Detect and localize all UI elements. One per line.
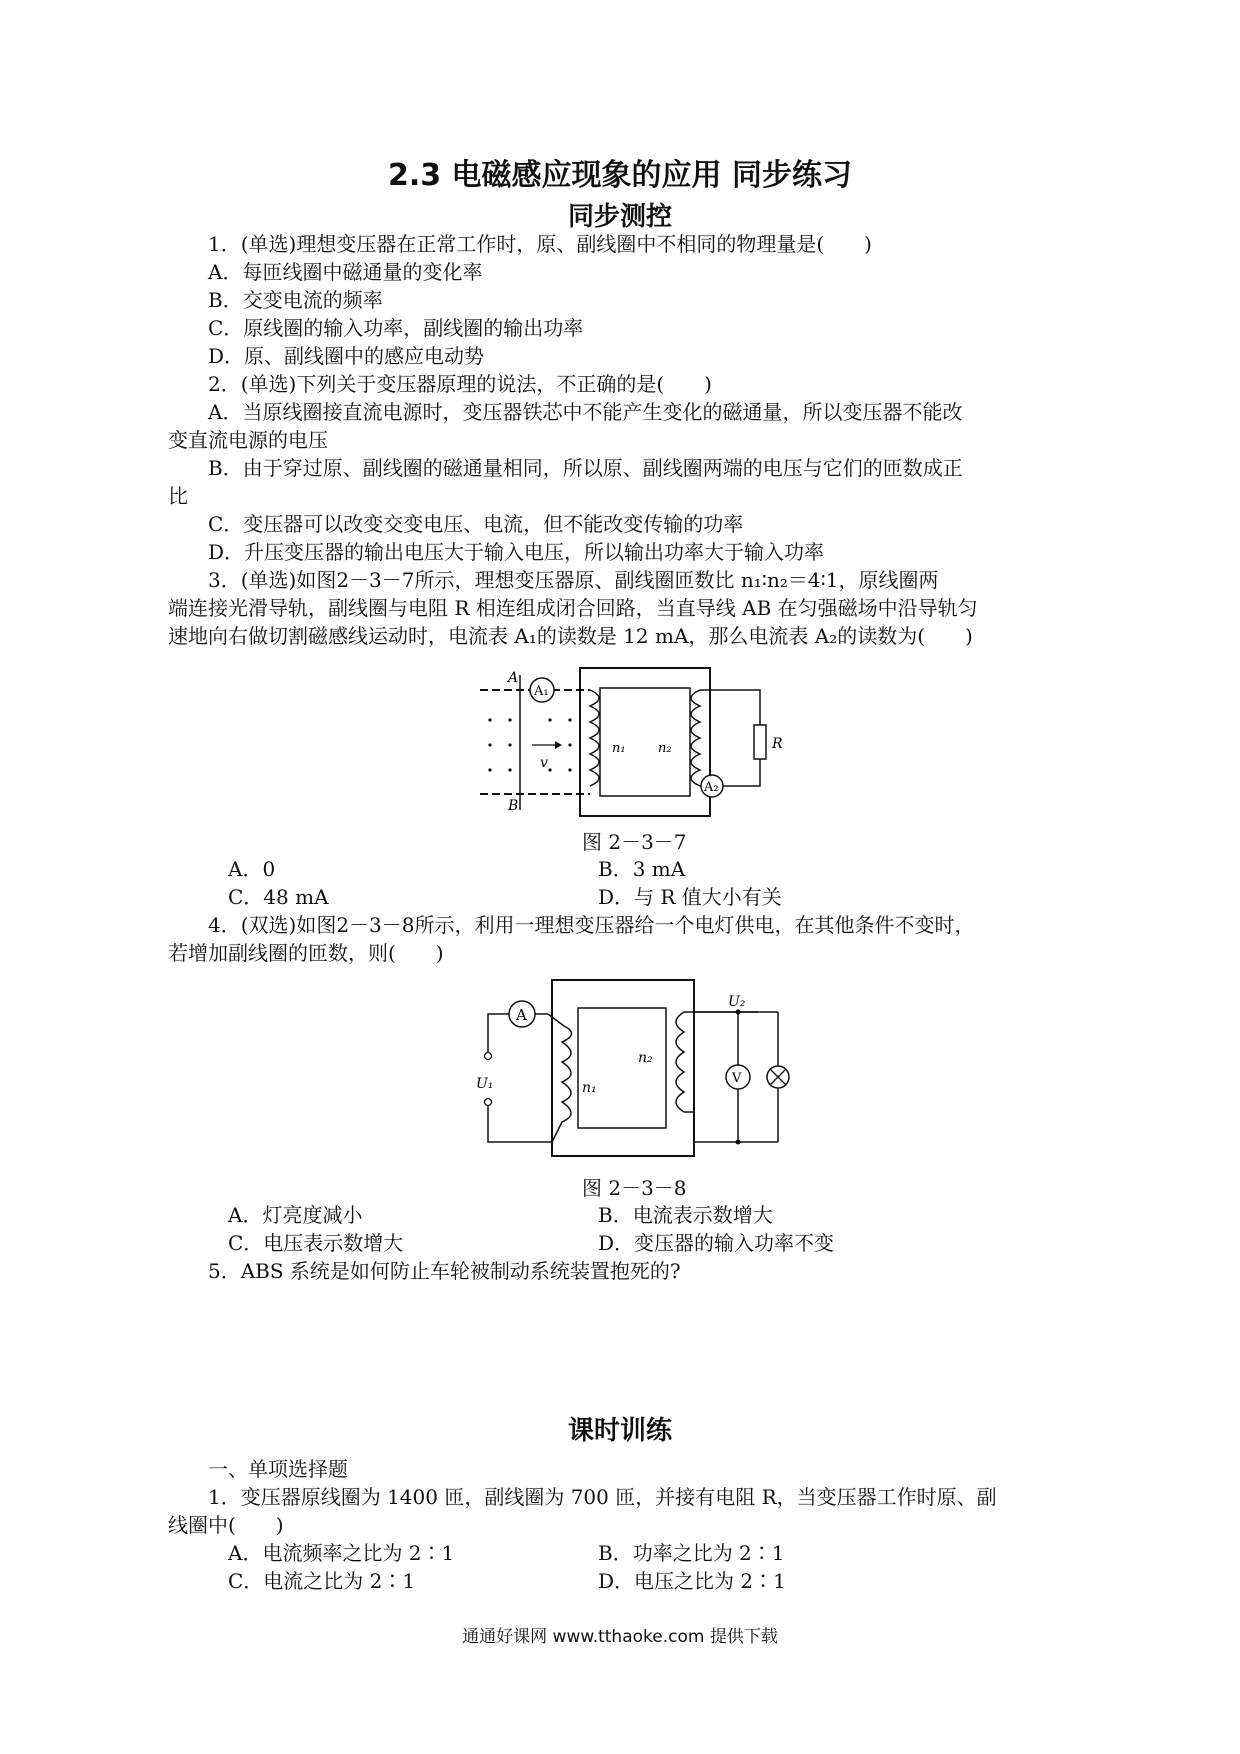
fig2-label-n2: n₂	[638, 1050, 653, 1066]
q1-option-d: D．原、副线圈中的感应电动势	[208, 344, 485, 368]
q3-stem-line2: 端连接光滑导轨，副线圈与电阻 R 相连组成闭合回路，当直导线 AB 在匀强磁场中沿导轨匀	[168, 596, 978, 620]
fig1-label-n1: n₁	[612, 741, 626, 756]
q1-option-b: B．交变电流的频率	[208, 288, 383, 312]
q2-option-a-line1: A．当原线圈接直流电源时，变压器铁芯中不能产生变化的磁通量，所以变压器不能改	[208, 400, 963, 424]
q4-option-c: C．电压表示数增大	[228, 1231, 404, 1255]
fig1-label-a2: A₂	[704, 780, 719, 795]
part2-q1-line2: 线圈中( )	[168, 1513, 284, 1537]
page-footer: 通通好课网 www.tthaoke.com 提供下载	[462, 1627, 778, 1647]
fig2-label-u2: U₂	[728, 994, 746, 1010]
q1-option-a: A．每匝线圈中磁通量的变化率	[208, 260, 483, 284]
fig2-label-a: A	[516, 1006, 527, 1024]
page-title: 2.3 电磁感应现象的应用 同步练习	[387, 158, 853, 193]
part2-q1-line1: 1．变压器原线圈为 1400 匝，副线圈为 700 匝，并接有电阻 R，当变压器工作时原、副	[208, 1485, 997, 1509]
q3-option-b: B．3 mA	[598, 857, 686, 881]
q3-stem-line1: 3．(单选)如图2－3－7所示，理想变压器原、副线圈匝数比 n₁∶n₂＝4∶1，原线圈两	[208, 568, 939, 592]
fig1-label-b: B	[508, 798, 519, 814]
fig2-label-u1: U₁	[476, 1076, 494, 1092]
q3-option-d: D．与 R 值大小有关	[598, 885, 782, 909]
q4-option-d: D．变压器的输入功率不变	[598, 1231, 835, 1255]
section-title-training: 课时训练	[567, 1416, 672, 1446]
part2-q1-option-a: A．电流频率之比为 2∶1	[228, 1541, 455, 1565]
q4-stem-line2: 若增加副线圈的匝数，则( )	[168, 941, 444, 965]
part2-q1-option-c: C．电流之比为 2∶1	[228, 1569, 416, 1593]
fig1-label-n2: n₂	[658, 741, 672, 756]
figure-2-3-8-caption: 图 2－3－8	[582, 1176, 687, 1200]
figure-2-3-7	[470, 660, 810, 820]
fig1-label-v: v	[540, 755, 548, 771]
fig1-label-r: R	[772, 736, 783, 752]
resistor-r-icon	[754, 725, 766, 759]
section-title-sync: 同步测控	[567, 202, 672, 232]
q2-option-b-line2: 比	[168, 484, 188, 508]
q4-option-a: A．灯亮度减小	[228, 1203, 363, 1227]
fig2-label-n1: n₁	[582, 1080, 597, 1096]
q1-stem: 1．(单选)理想变压器在正常工作时，原、副线圈中不相同的物理量是( )	[208, 232, 872, 256]
q4-stem-line1: 4．(双选)如图2－3－8所示，利用一理想变压器给一个电灯供电，在其他条件不变时，	[208, 913, 975, 937]
q2-option-a-line2: 变直流电源的电压	[168, 428, 328, 452]
q3-option-a: A．0	[228, 857, 276, 881]
fig2-label-v: V	[732, 1071, 742, 1086]
part2-q1-option-b: B．功率之比为 2∶1	[598, 1541, 785, 1565]
q2-option-d: D．升压变压器的输出电压大于输入电压，所以输出功率大于输入功率	[208, 540, 825, 564]
q2-stem: 2．(单选)下列关于变压器原理的说法，不正确的是( )	[208, 372, 712, 396]
fig1-label-a1: A₁	[534, 684, 549, 699]
q3-stem-line3: 速地向右做切割磁感线运动时，电流表 A₁的读数是 12 mA，那么电流表 A₂的读数为( )	[168, 624, 973, 648]
q2-option-c: C．变压器可以改变交变电压、电流，但不能改变传输的功率	[208, 512, 744, 536]
q3-option-c: C．48 mA	[228, 885, 329, 909]
figure-2-3-8	[478, 976, 818, 1166]
q2-option-b-line1: B．由于穿过原、副线圈的磁通量相同，所以原、副线圈两端的电压与它们的匝数成正	[208, 456, 963, 480]
fig1-label-a: A	[508, 670, 519, 686]
secondary-coil-icon	[691, 690, 700, 786]
part2-q1-option-d: D．电压之比为 2∶1	[598, 1569, 786, 1593]
primary-coil-icon	[590, 690, 599, 786]
secondary-coil-icon	[676, 1012, 684, 1112]
figure-2-3-7-caption: 图 2－3－7	[582, 830, 687, 854]
part2-heading: 一、单项选择题	[208, 1457, 348, 1481]
q4-option-b: B．电流表示数增大	[598, 1203, 773, 1227]
q5-stem: 5．ABS 系统是如何防止车轮被制动系统装置抱死的?	[208, 1259, 681, 1283]
q1-option-c: C．原线圈的输入功率，副线圈的输出功率	[208, 316, 584, 340]
